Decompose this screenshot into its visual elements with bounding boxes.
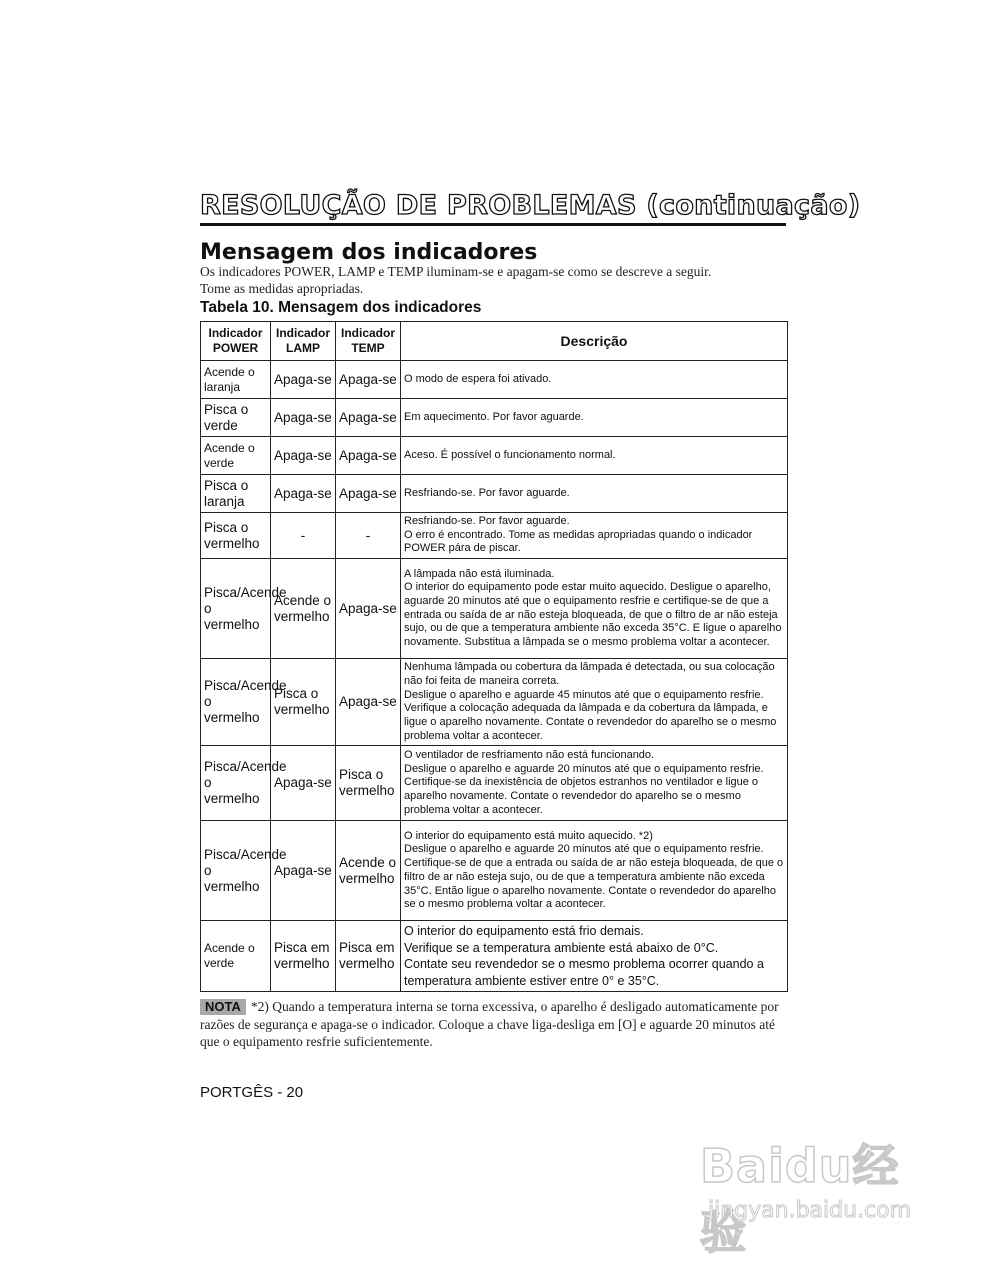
page-title: RESOLUÇÃO DE PROBLEMAS (continuação) xyxy=(200,190,861,221)
cell-power: Acende o verde xyxy=(201,921,271,992)
table-row xyxy=(201,475,788,513)
cell-power: Pisca/Acende o vermelho xyxy=(201,659,271,746)
cell-description: Nenhuma lâmpada ou cobertura da lâmpada é detectada, ou sua colocação não foi feita de maneira correta. Desligue o aparelho e aguarde 45 minutos até que o equipamento resfrie. Verifique a colocação adequada da lâmpada e da cobertura da lâmpada, e ligue o aparelho novamente. Contate o revendedor do aparelho se o mesmo problema voltar a acontecer. xyxy=(401,659,788,746)
cell-temp: Pisca o vermelho xyxy=(336,746,401,821)
watermark-logo: Baidu经验 xyxy=(700,1139,900,1259)
cell-lamp: Apaga-se xyxy=(271,746,336,821)
header-power: Indicador POWER xyxy=(201,322,271,361)
cell-power: Pisca o verde xyxy=(201,399,271,437)
watermark xyxy=(700,1130,940,1259)
cell-power: Pisca/Acende o vermelho xyxy=(201,746,271,821)
cell-temp: Apaga-se xyxy=(336,559,401,659)
note-block xyxy=(200,998,790,1051)
header-lamp: Indicador LAMP xyxy=(271,322,336,361)
table-row xyxy=(201,361,788,399)
cell-lamp: Apaga-se xyxy=(271,399,336,437)
cell-temp: Acende o vermelho xyxy=(336,821,401,921)
watermark-url: jingyan.baidu.com xyxy=(708,1198,912,1223)
table-header-row xyxy=(201,322,788,361)
cell-lamp: Pisca o vermelho xyxy=(271,659,336,746)
cell-temp: Apaga-se xyxy=(336,399,401,437)
cell-lamp: Pisca em vermelho xyxy=(271,921,336,992)
page-number: PORTGÊS - 20 xyxy=(200,1084,304,1101)
cell-temp: Apaga-se xyxy=(336,361,401,399)
cell-description: O ventilador de resfriamento não está funcionando. Desligue o aparelho e aguarde 20 minutos até que o equipamento resfrie. Certifique-se da inexistência de objetos estranhos no ventilador e ligue o aparelho novamente. Contate o revendedor do aparelho se o mesmo problema voltar a acontecer. xyxy=(401,746,788,821)
intro-line-1: Os indicadores POWER, LAMP e TEMP iluminam-se e apagam-se como se descreve a seguir. xyxy=(200,264,712,279)
cell-power: Acende o verde xyxy=(201,437,271,475)
header-description: Descrição xyxy=(401,322,788,361)
cell-temp: - xyxy=(336,513,401,559)
header-temp: Indicador TEMP xyxy=(336,322,401,361)
cell-temp: Apaga-se xyxy=(336,475,401,513)
cell-description: Resfriando-se. Por favor aguarde. xyxy=(401,475,788,513)
page-header xyxy=(200,190,861,226)
indicator-table xyxy=(200,321,788,992)
table-row xyxy=(201,399,788,437)
cell-description: O interior do equipamento está frio demais. Verifique se a temperatura ambiente está abaixo de 0°C. Contate seu revendedor se o mesmo problema ocorrer quando a temperatura ambiente estiver entre 0° e 35°C. xyxy=(401,921,788,992)
section-title: Mensagem dos indicadores xyxy=(200,240,538,265)
table-row xyxy=(201,437,788,475)
cell-power: Pisca/Acende o vermelho xyxy=(201,559,271,659)
table-row xyxy=(201,921,788,992)
cell-lamp: Apaga-se xyxy=(271,821,336,921)
cell-description: O modo de espera foi ativado. xyxy=(401,361,788,399)
cell-lamp: Acende o vermelho xyxy=(271,559,336,659)
cell-lamp: - xyxy=(271,513,336,559)
note-label: NOTA xyxy=(200,999,246,1015)
cell-description: A lâmpada não está iluminada. O interior do equipamento pode estar muito aquecido. Desligue o aparelho, aguarde 20 minutos até que o equipamento resfrie e certifique-se de que a entrada ou saída de ar não esteja bloqueada, de que o filtro de ar não esteja sujo, ou de que a temperatura ambiente não exceda 35°C. E ligue o aparelho novamente. Substitua a lâmpada se o mesmo problema voltar a acontecer. xyxy=(401,559,788,659)
cell-power: Pisca o laranja xyxy=(201,475,271,513)
table-row xyxy=(201,821,788,921)
note-text: *2) Quando a temperatura interna se torna excessiva, o aparelho é desligado automaticamente por razões de segurança e apaga-se o indicador. Coloque a chave liga-desliga em [O] e aguarde 20 minutos até que o equipamento resfrie suficientemente. xyxy=(200,999,779,1049)
table-row xyxy=(201,746,788,821)
cell-power: Acende o laranja xyxy=(201,361,271,399)
cell-lamp: Apaga-se xyxy=(271,437,336,475)
cell-temp: Pisca em vermelho xyxy=(336,921,401,992)
intro-line-2: Tome as medidas apropriadas. xyxy=(200,280,364,296)
cell-temp: Apaga-se xyxy=(336,659,401,746)
cell-temp: Apaga-se xyxy=(336,437,401,475)
cell-lamp: Apaga-se xyxy=(271,361,336,399)
table-caption: Tabela 10. Mensagem dos indicadores xyxy=(200,299,482,316)
cell-description: O interior do equipamento está muito aquecido. *2) Desligue o aparelho e aguarde 20 minutos até que o equipamento resfrie. Certifique-se de que a entrada ou saída de ar não esteja bloqueada, de que o filtro de ar não esteja sujo, ou de que a temperatura ambiente não exceda 35°C. Então ligue o aparelho novamente. Contate o revendedor do aparelho se o mesmo problema voltar a acontecer. xyxy=(401,821,788,921)
table-row xyxy=(201,659,788,746)
cell-description: Aceso. É possível o funcionamento normal. xyxy=(401,437,788,475)
cell-description: Resfriando-se. Por favor aguarde. O erro é encontrado. Tome as medidas apropriadas quando o indicador POWER pára de piscar. xyxy=(401,513,788,559)
cell-lamp: Apaga-se xyxy=(271,475,336,513)
table-row xyxy=(201,559,788,659)
cell-power: Pisca/Acende o vermelho xyxy=(201,821,271,921)
cell-description: Em aquecimento. Por favor aguarde. xyxy=(401,399,788,437)
cell-power: Pisca o vermelho xyxy=(201,513,271,559)
table-row xyxy=(201,513,788,559)
section-intro xyxy=(200,264,790,297)
